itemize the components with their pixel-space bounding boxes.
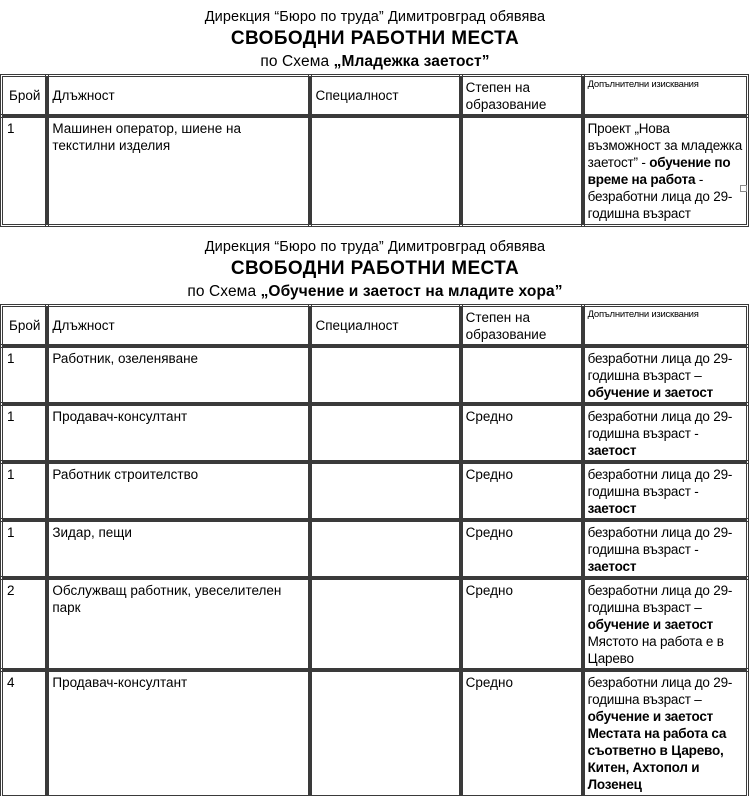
column-header-specialty: Специалност (310, 306, 460, 346)
vacancy-table-youth-employment (2, 76, 747, 225)
cell-count: 1 (2, 346, 47, 404)
column-header-position: Длъжност (47, 76, 310, 116)
vacancy-section-youth-employment (0, 0, 750, 225)
cell-education: Средно (461, 404, 583, 462)
education-header-line2: образование (465, 97, 547, 112)
section-heading-main: СВОБОДНИ РАБОТНИ МЕСТА (230, 258, 520, 279)
cell-requirements: Проект „Нова възможност за младежка заетост” - обучение по време на работа - безработни лица до 29-годишна възраст (583, 116, 747, 225)
cell-requirements: безработни лица до 29-годишна възраст – обучение и заетост Мястото на работа е в Царево (583, 578, 747, 670)
cell-position: Работник строителство (47, 462, 310, 520)
cell-requirements: безработни лица до 29-годишна възраст - заетост (583, 404, 747, 462)
cell-education: Средно (461, 462, 583, 520)
cell-specialty (310, 578, 460, 670)
section-heading-main: СВОБОДНИ РАБОТНИ МЕСТА (230, 28, 520, 49)
cell-requirements: безработни лица до 29-годишна възраст – обучение и заетост (583, 346, 747, 404)
table-header-row (2, 76, 747, 116)
cell-specialty (310, 404, 460, 462)
cell-position: Обслужващ работник, увеселителен парк (47, 578, 310, 670)
cell-count: 1 (2, 404, 47, 462)
table-body (2, 76, 747, 225)
section-heading-office: Дирекция “Бюро по труда” Димитровград обявява (204, 9, 546, 25)
column-header-position: Длъжност (47, 306, 310, 346)
table-row (2, 116, 747, 225)
cell-specialty (310, 520, 460, 578)
column-header-requirements: Допълнителни изисквания (583, 306, 747, 346)
cell-education (461, 346, 583, 404)
cell-count: 1 (2, 520, 47, 578)
cell-education: Средно (461, 520, 583, 578)
cell-count: 1 (2, 462, 47, 520)
section-title-block (0, 230, 750, 306)
education-header-line2: образование (465, 327, 547, 342)
cell-requirements: безработни лица до 29-годишна възраст - заетост (583, 520, 747, 578)
cell-specialty (310, 346, 460, 404)
cell-education: Средно (461, 578, 583, 670)
cell-position: Продавач-консултант (47, 404, 310, 462)
education-header-line1: Степен на (465, 310, 530, 325)
cell-education: Средно (461, 670, 583, 796)
table-row (2, 404, 747, 462)
table-resize-handle[interactable] (740, 185, 747, 192)
scheme-name: „Младежка заетост” (333, 53, 490, 70)
cell-position: Зидар, пещи (47, 520, 310, 578)
cell-position: Продавач-консултант (47, 670, 310, 796)
cell-specialty (310, 462, 460, 520)
section-heading-scheme (0, 281, 750, 306)
table-row (2, 670, 747, 796)
table-row (2, 462, 747, 520)
scheme-prefix: по Схема (187, 283, 261, 300)
table-header-row (2, 306, 747, 346)
scheme-name: „Обучение и заетост на младите хора” (260, 283, 563, 300)
table-body (2, 306, 747, 796)
cell-position: Машинен оператор, шиене на текстилни изделия (47, 116, 310, 225)
cell-specialty (310, 116, 460, 225)
column-header-specialty: Специалност (310, 76, 460, 116)
table-row (2, 578, 747, 670)
vacancy-table-training-employment (2, 306, 747, 796)
table-row (2, 346, 747, 404)
scheme-prefix: по Схема (260, 53, 334, 70)
cell-count: 1 (2, 116, 47, 225)
cell-count: 4 (2, 670, 47, 796)
section-heading-scheme (0, 51, 750, 76)
table-row (2, 520, 747, 578)
vacancy-section-training-employment (0, 230, 750, 796)
education-header-line1: Степен на (465, 80, 530, 95)
cell-position: Работник, озеленяване (47, 346, 310, 404)
section-title-block (0, 0, 750, 76)
cell-count: 2 (2, 578, 47, 670)
cell-requirements: безработни лица до 29-годишна възраст – обучение и заетост Местата на работа са съответно в Царево, Китен, Ахтопол и Лозенец (583, 670, 747, 796)
column-header-count: Брой (2, 76, 47, 116)
section-heading-office: Дирекция “Бюро по труда” Димитровград обявява (204, 239, 546, 255)
column-header-education (461, 76, 583, 116)
column-header-count: Брой (2, 306, 47, 346)
cell-requirements: безработни лица до 29-годишна възраст - заетост (583, 462, 747, 520)
cell-specialty (310, 670, 460, 796)
cell-education (461, 116, 583, 225)
column-header-education (461, 306, 583, 346)
column-header-requirements: Допълнителни изисквания (583, 76, 747, 116)
